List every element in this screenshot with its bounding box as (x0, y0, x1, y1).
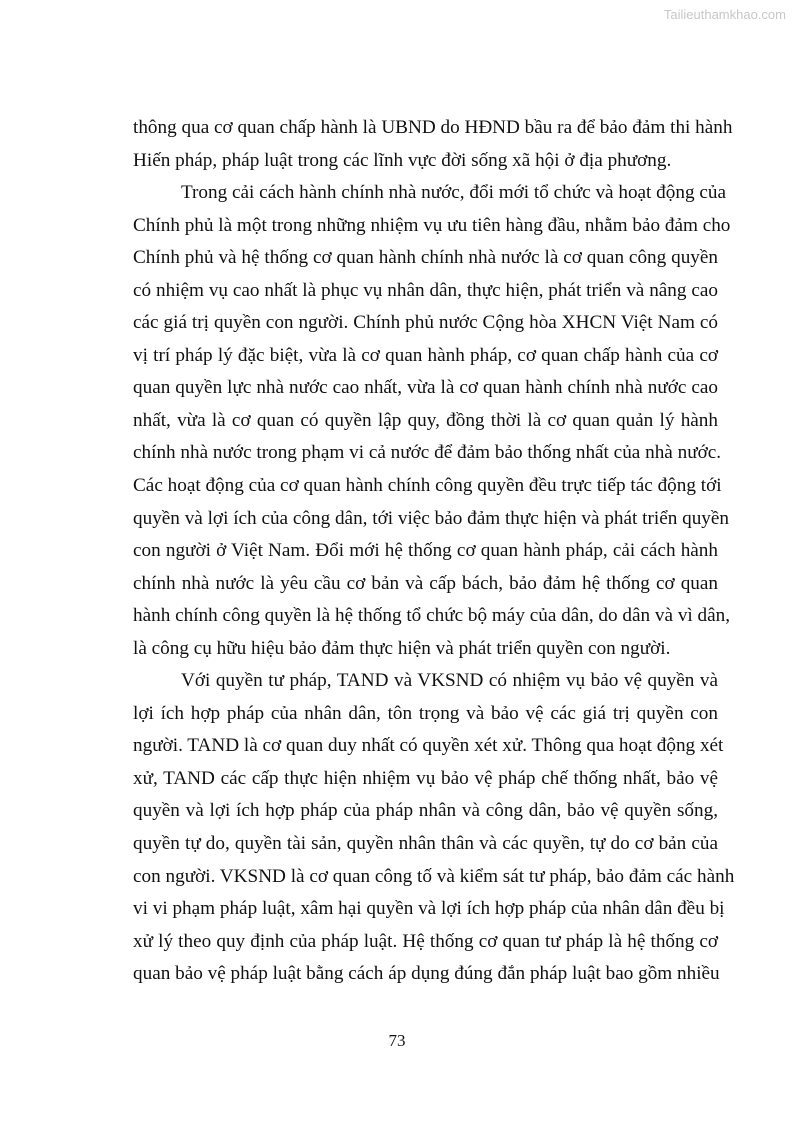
paragraph (133, 112, 733, 177)
text-line: là công cụ hữu hiệu bảo đảm thực hiện và phát triển quyền con người. (133, 637, 671, 659)
text-line: chính nhà nước là yêu cầu cơ bản và cấp bách, bảo đảm hệ thống cơ quan (133, 572, 718, 594)
watermark: Tailieuthamkhao.com (663, 7, 786, 22)
text-line: nhất, vừa là cơ quan có quyền lập quy, đồng thời là cơ quan quản lý hành (133, 409, 718, 431)
text-line: thông qua cơ quan chấp hành là UBND do HĐND bầu ra để bảo đảm thi hành (133, 117, 733, 138)
text-line: vi vi phạm pháp luật, xâm hại quyền và lợi ích hợp pháp của nhân dân đều bị (133, 898, 725, 920)
text-line: người. TAND là cơ quan duy nhất có quyền xét xử. Thông qua hoạt động xét (133, 735, 724, 757)
text-line: Các hoạt động của cơ quan hành chính công quyền đều trực tiếp tác động tới (133, 475, 722, 497)
text-line: Chính phủ và hệ thống cơ quan hành chính nhà nước là cơ quan công quyền (133, 247, 718, 269)
text-line: có nhiệm vụ cao nhất là phục vụ nhân dân, thực hiện, phát triển và nâng cao (133, 279, 718, 301)
paragraph (133, 665, 735, 990)
text-line: chính nhà nước trong phạm vi cả nước để đảm bảo thống nhất của nhà nước. (133, 442, 722, 464)
text-line: quan quyền lực nhà nước cao nhất, vừa là cơ quan hành chính nhà nước cao (133, 377, 718, 399)
page-body (133, 112, 735, 991)
text-line: quyền tự do, quyền tài sản, quyền nhân thân và các quyền, tự do cơ bản của (133, 833, 718, 855)
text-line: quyền và lợi ích hợp pháp của pháp nhân và công dân, bảo vệ quyền sống, (133, 800, 718, 822)
text-line: Trong cải cách hành chính nhà nước, đổi mới tổ chức và hoạt động của (181, 182, 726, 204)
text-line: xử, TAND các cấp thực hiện nhiệm vụ bảo vệ pháp chế thống nhất, bảo vệ (133, 767, 718, 789)
text-line: vị trí pháp lý đặc biệt, vừa là cơ quan hành pháp, cơ quan chấp hành của cơ (133, 344, 718, 366)
text-line: Với quyền tư pháp, TAND và VKSND có nhiệm vụ bảo vệ quyền và (181, 670, 718, 692)
paragraph (133, 177, 731, 665)
page-number: 73 (388, 1031, 406, 1050)
text-line: quan bảo vệ pháp luật bằng cách áp dụng đúng đắn pháp luật bao gồm nhiều (133, 963, 720, 985)
text-line: xử lý theo quy định của pháp luật. Hệ thống cơ quan tư pháp là hệ thống cơ (133, 930, 718, 952)
text-line: quyền và lợi ích của công dân, tới việc bảo đảm thực hiện và phát triển quyền (133, 507, 730, 529)
text-line: con người. VKSND là cơ quan công tố và kiểm sát tư pháp, bảo đảm các hành (133, 865, 735, 887)
text-line: các giá trị quyền con người. Chính phủ nước Cộng hòa XHCN Việt Nam có (133, 312, 718, 334)
text-line: hành chính công quyền là hệ thống tổ chức bộ máy của dân, do dân và vì dân, (133, 605, 731, 627)
text-line: Chính phủ là một trong những nhiệm vụ ưu tiên hàng đầu, nhằm bảo đảm cho (133, 214, 731, 236)
text-line: con người ở Việt Nam. Đổi mới hệ thống cơ quan hành pháp, cải cách hành (133, 540, 718, 562)
text-line: lợi ích hợp pháp của nhân dân, tôn trọng và bảo vệ các giá trị quyền con (133, 702, 718, 724)
text-line: Hiến pháp, pháp luật trong các lĩnh vực đời sống xã hội ở địa phương. (133, 149, 672, 171)
